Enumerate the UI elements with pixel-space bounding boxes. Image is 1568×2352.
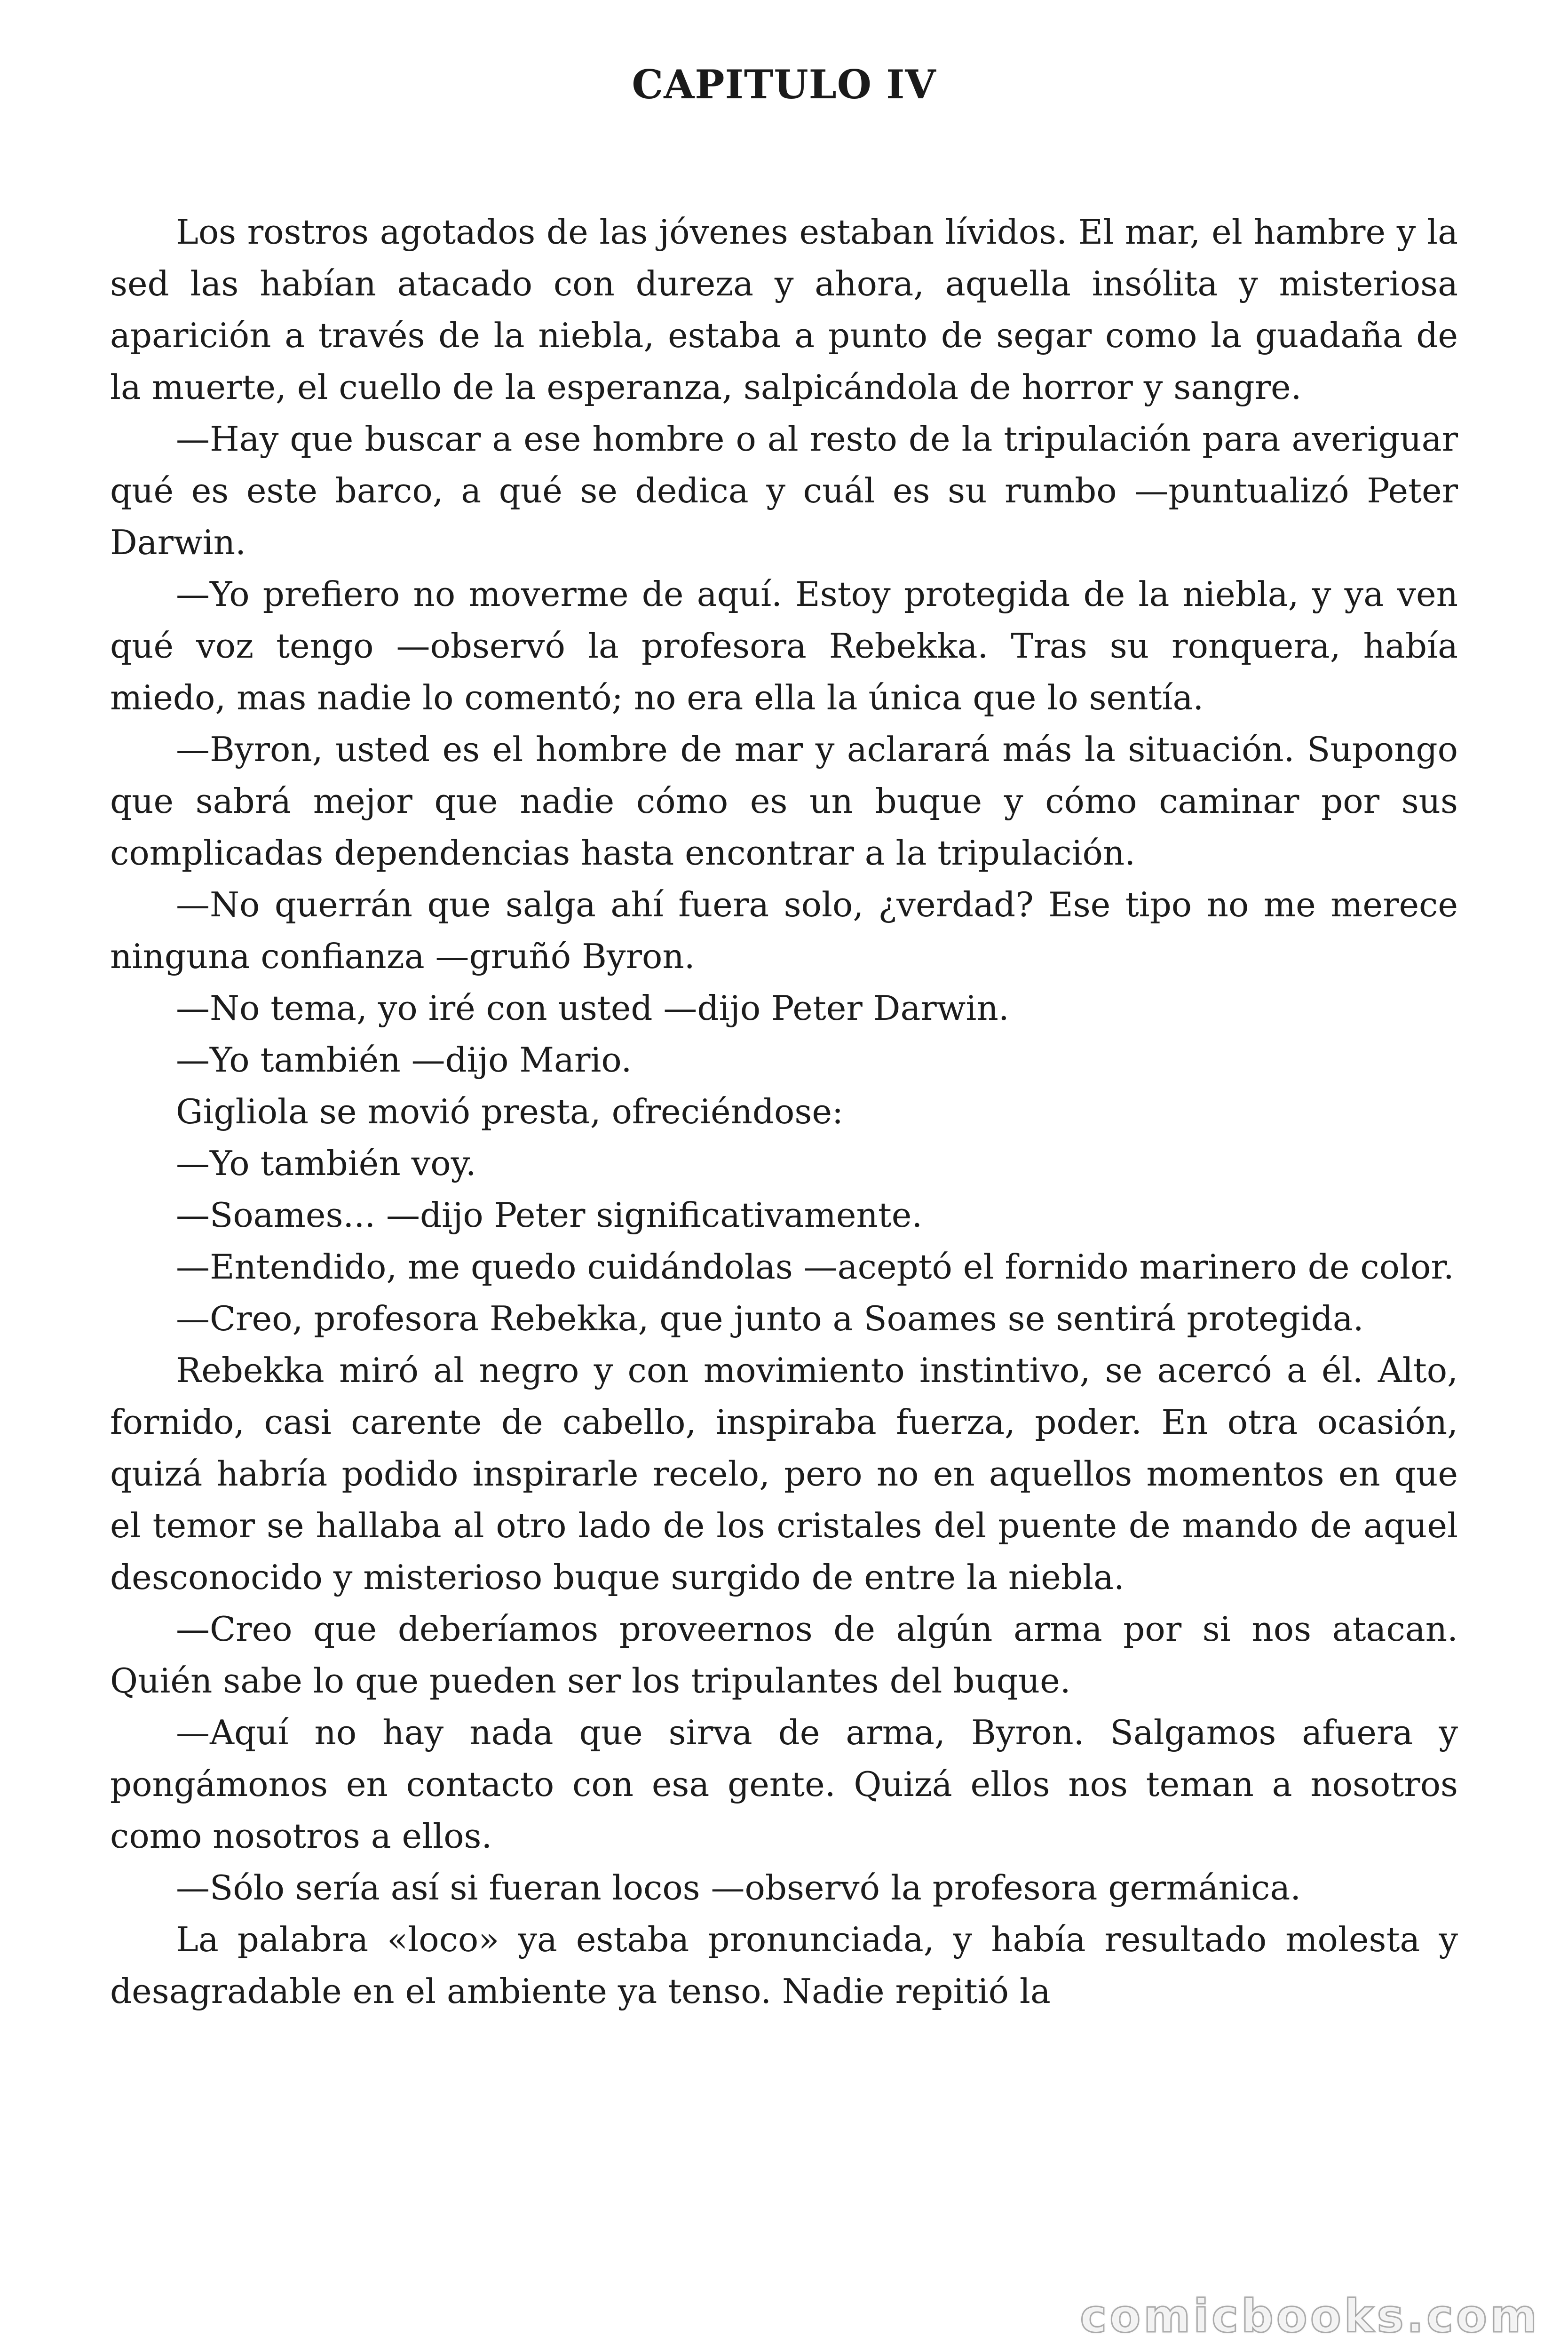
paragraph: Gigliola se movió presta, ofreciéndose: bbox=[176, 1092, 844, 1131]
paragraph: —Yo también —dijo Mario. bbox=[176, 1040, 632, 1080]
paragraph: —Creo que deberíamos proveernos de algún arma por si nos atacan. Quién sabe lo que pueden ser los tripulantes del buque. bbox=[110, 1609, 1458, 1700]
paragraph: —No tema, yo iré con usted —dijo Peter Darwin. bbox=[176, 988, 1009, 1028]
paragraph: Rebekka miró al negro y con movimiento instintivo, se acercó a él. Alto, fornido, casi carente de cabello, inspiraba fuerza, poder. En otra ocasión, quizá habría podido inspirarle recelo, pero no en aquellos momentos en que el temor se hallaba al otro lado de los cristales del puente de mando de aquel desconocido y misterioso buque surgido de entre la niebla. bbox=[110, 1351, 1458, 1597]
paragraph: —Soames... —dijo Peter significativamente. bbox=[176, 1195, 923, 1235]
paragraph: —Sólo sería así si fueran locos —observó la profesora germánica. bbox=[176, 1868, 1301, 1907]
paragraph: —Entendido, me quedo cuidándolas —aceptó el fornido marinero de color. bbox=[176, 1247, 1454, 1287]
paragraph: —Byron, usted es el hombre de mar y aclarará más la situación. Supongo que sabrá mejor que nadie cómo es un buque y cómo caminar por sus complicadas dependencias hasta encontrar a la tripulación. bbox=[110, 730, 1458, 873]
paragraph: —Yo también voy. bbox=[176, 1144, 476, 1183]
paragraph: —Yo prefiero no moverme de aquí. Estoy protegida de la niebla, y ya ven qué voz tengo —observó la profesora Rebekka. Tras su ronquera, había miedo, mas nadie lo comentó; no era ella la única que lo sentía. bbox=[110, 574, 1458, 717]
watermark: comicbooks.com bbox=[1080, 2290, 1540, 2343]
paragraph: —Hay que buscar a ese hombre o al resto de la tripulación para averiguar qué es este barco, a qué se dedica y cuál es su rumbo —puntualizó Peter Darwin. bbox=[110, 419, 1458, 562]
chapter-title: CAPITULO IV bbox=[632, 61, 936, 108]
paragraph: —Aquí no hay nada que sirva de arma, Byron. Salgamos afuera y pongámonos en contacto con esa gente. Quizá ellos nos teman a nosotros como nosotros a ellos. bbox=[110, 1713, 1458, 1856]
paragraph: Los rostros agotados de las jóvenes estaban lívidos. El mar, el hambre y la sed las habían atacado con dureza y ahora, aquella insólita y misteriosa aparición a través de la niebla, estaba a punto de segar como la guadaña de la muerte, el cuello de la esperanza, salpicándola de horror y sangre. bbox=[110, 212, 1458, 407]
paragraph: —No querrán que salga ahí fuera solo, ¿verdad? Ese tipo no me merece ninguna confianza —gruñó Byron. bbox=[110, 885, 1458, 976]
paragraph: La palabra «loco» ya estaba pronunciada, y había resultado molesta y desagradable en el ambiente ya tenso. Nadie repitió la bbox=[110, 1920, 1458, 2011]
chapter-body bbox=[110, 206, 1458, 2017]
paragraph: —Creo, profesora Rebekka, que junto a Soames se sentirá protegida. bbox=[176, 1299, 1364, 1338]
